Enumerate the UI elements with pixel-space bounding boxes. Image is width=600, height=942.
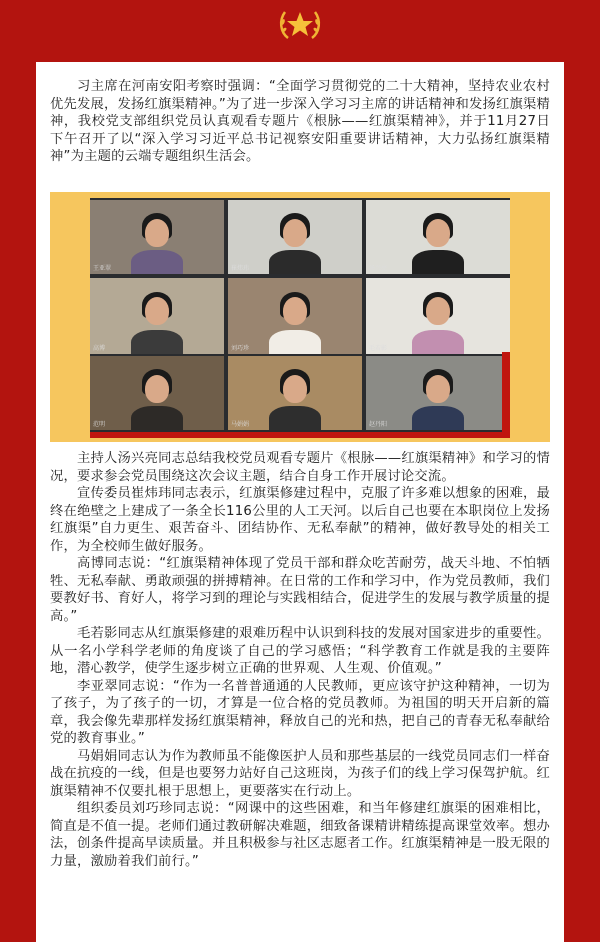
participant-body (269, 406, 321, 430)
participant-name-label: 马娟娟 (231, 421, 250, 428)
paragraph-li: 李亚翠同志说：“作为一名普普通通的人民教师，更应该守护这种精神，一切为了孩子，为了孩子的一切，才算是一位合格的党员教师。为祖国的明天开启新的篇章，我会像先辈那样发扬红旗渠精神，释放自己的光和热，把自己的青春无私奉献给党的教育事业。” (50, 678, 550, 746)
participant-face (145, 375, 169, 403)
participant-name-label: 汤兴亮 (369, 265, 388, 272)
participant-face (426, 297, 450, 325)
participant-name-label: 王亚翠 (93, 265, 112, 272)
participant-body (412, 330, 464, 354)
participant-tile (366, 278, 510, 354)
intro-paragraph: 习主席在河南安阳考察时强调：“全面学习贯彻党的二十大精神，坚持农业农村优先发展，发扬红旗渠精神。”为了进一步深入学习习主席的讲话精神和发扬红旗渠精神，我校党支部组织党员认真观看专题片《根脉——红旗渠精神》，并于11月27日下午召开了以“深入学习习近平总书记视察安阳重要讲话精神，大力弘扬红旗渠精神”为主题的云端专题组织生活会。 (50, 79, 550, 164)
participant-tile (90, 200, 224, 274)
participant-name-label: 赵丹阳 (369, 421, 388, 428)
paragraph-mao: 毛若影同志从红旗渠修建的艰难历程中认识到科技的发展对国家进步的重要性。从一名小学科学老师的角度谈了自己的学习感悟；“科学教育工作就是我的主要阵地，潜心教学，使学生逐步树立正确的世界观、人生观、价值观。” (50, 626, 550, 676)
participant-tile (366, 200, 510, 274)
participant-face (426, 375, 450, 403)
participant-body (131, 250, 183, 274)
participant-face (283, 297, 307, 325)
paragraph-gao: 高博同志说：“红旗渠精神体现了党员干部和群众吃苦耐劳，战天斗地、不怕牺牲、无私奉献、勇敢顽强的拼搏精神。在日常的工作和学习中，作为党员教师，我们要教好书、育好人，将学习到的理论与实践相结合，促进学生的发展与教学质量的提高。” (50, 556, 550, 624)
discussion-section (50, 450, 550, 870)
video-conference-photo (90, 198, 510, 432)
participant-tile (90, 356, 224, 430)
participant-tile (366, 356, 510, 430)
top-banner (0, 0, 600, 62)
participant-name-label: 刘巧珍 (231, 345, 250, 352)
participant-body (269, 330, 321, 354)
participant-body (131, 330, 183, 354)
participant-name-label: 范明 (93, 421, 106, 428)
participant-tile (228, 356, 362, 430)
paragraph-host: 主持人汤兴亮同志总结我校党员观看专题片《根脉——红旗渠精神》和学习的情况，要求参会党员围绕这次会议主题，结合自身工作开展讨论交流。 (50, 451, 550, 484)
participant-tile (228, 200, 362, 274)
participant-tile (228, 278, 362, 354)
paragraph-liu: 组织委员刘巧珍同志说：“网课中的这些困难，和当年修建红旗渠的困难相比，简直是不值一提。老师们通过教研解决难题，细致备课精讲精练提高课堂效率。想办法，创条件提高早读质量。并且积极参与社区志愿者工作。红旗渠精神是一股无限的力量，激励着我们前行。” (50, 801, 550, 869)
participant-name-label: 崔炜玮 (231, 265, 250, 272)
star-wreath-icon (276, 4, 324, 44)
participant-body (131, 406, 183, 430)
paragraph-cui: 宣传委员崔炜玮同志表示，红旗渠修建过程中，克服了许多难以想象的困难，最终在绝壁之上建成了一条全长116公里的人工天河。以后自己也要在本职岗位上发扬红旗渠”自力更生、艰苦奋斗、团结协作、无私奉献”的精神，做好教导处的相关工作，为全校师生做好服务。 (50, 486, 550, 554)
photo-frame (50, 192, 550, 442)
participant-face (145, 219, 169, 247)
participant-body (269, 250, 321, 274)
photo-red-accent (502, 352, 510, 438)
participant-face (426, 219, 450, 247)
participant-body (412, 406, 464, 430)
participant-name-label: 高博 (93, 345, 106, 352)
paragraph-ma: 马娟娟同志认为作为教师虽不能像医护人员和那些基层的一线党员同志们一样奋战在抗疫的一线，但是也要努力站好自己这班岗，为孩子们的线上学习保驾护航。红旗渠精神不仅要扎根于思想上，更要落实在行动上。 (50, 748, 550, 799)
photo-red-bar (90, 432, 510, 438)
participant-tile (90, 278, 224, 354)
participant-face (145, 297, 169, 325)
participant-face (283, 219, 307, 247)
participant-name-label: 毛若影 (369, 345, 388, 352)
participant-face (283, 375, 307, 403)
article-card (36, 62, 564, 942)
participant-body (412, 250, 464, 274)
